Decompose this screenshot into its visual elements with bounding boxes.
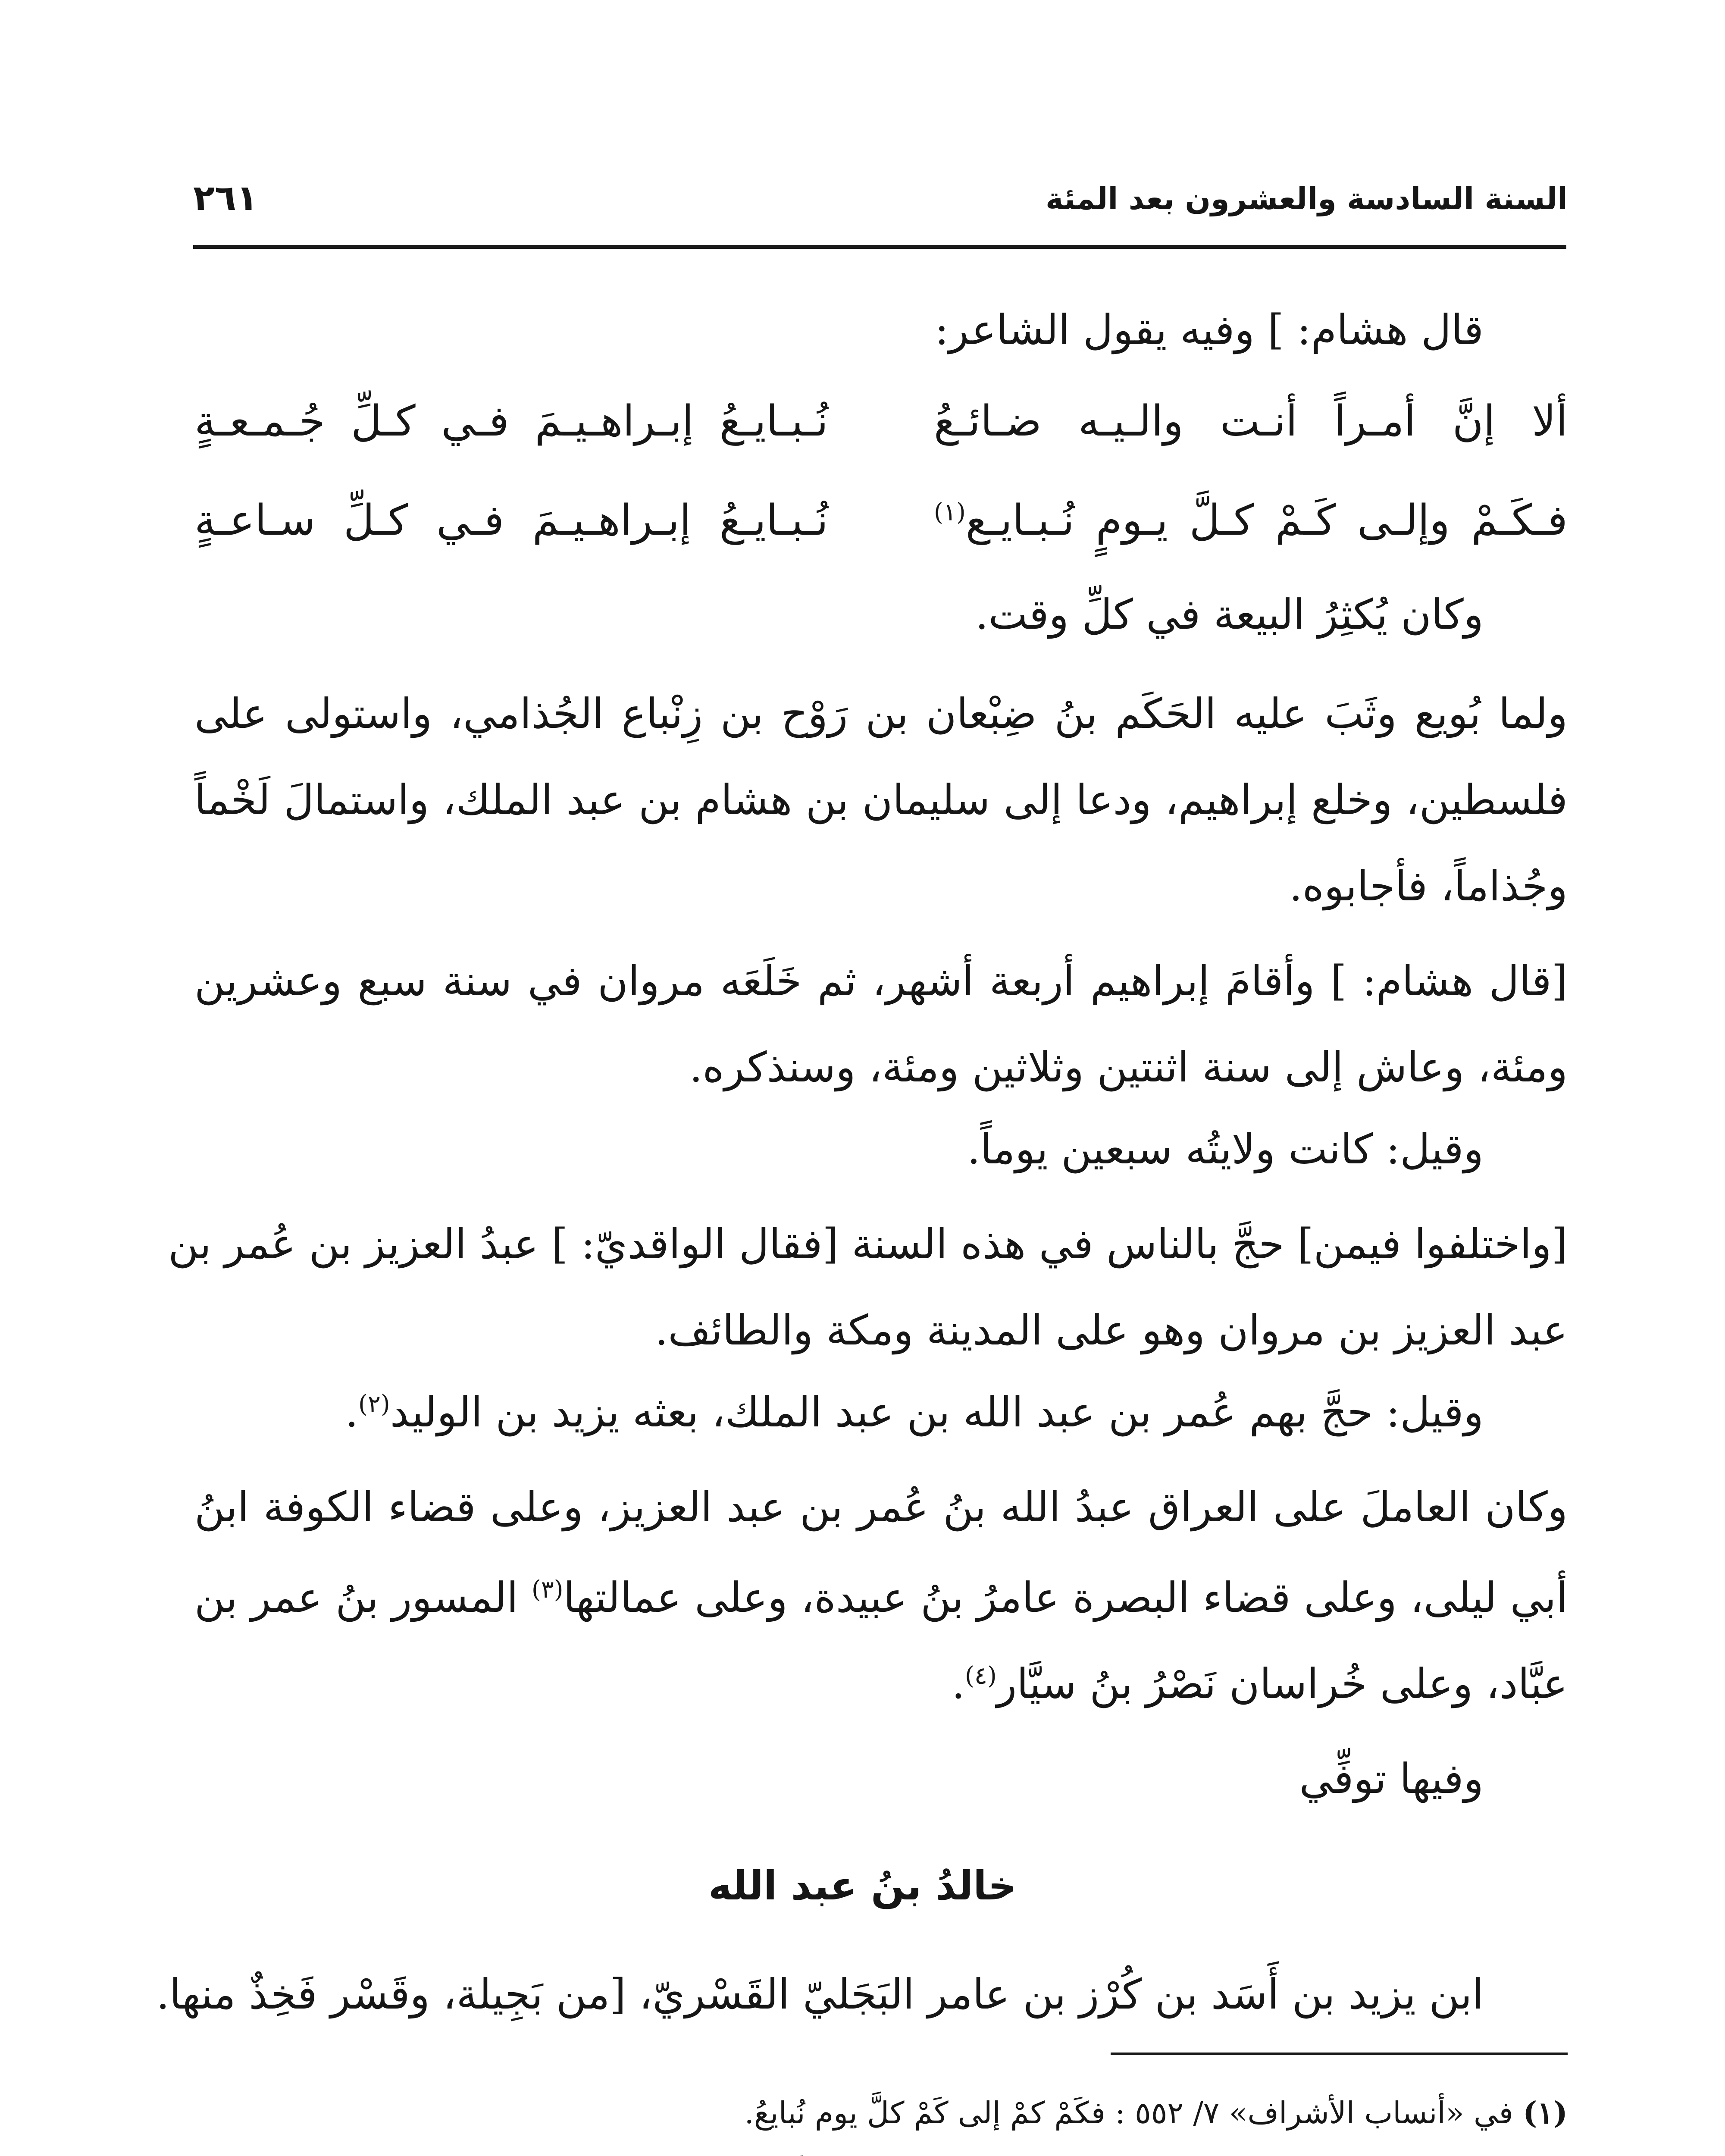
- paragraph-text: .: [345, 1388, 358, 1436]
- paragraph-line: [واختلفوا فيمن] حجَّ بالناس في هذه السنة [فقال الواقديّ: ] عبدُ العزيز بن عُمر بن: [168, 1220, 1568, 1268]
- verse-first-hemistich: ألا إنَّ أمـراً أنـت والـيـه ضـائـعُ: [934, 397, 1568, 446]
- paragraph-text: أبي ليلى، وعلى قضاء البصرة عامرُ بنُ عبيدة، وعلى عمالتها: [563, 1573, 1568, 1622]
- verse-first-hemistich: [934, 496, 1568, 545]
- footnote-text: في «أنساب الأشراف» ٧/ ٥٥٢ : فكَمْ كمْ إلى كَمْ كلَّ يوم نُبايعُ.: [744, 2095, 1513, 2131]
- footnote-ref: (٢): [358, 1390, 390, 1418]
- verse-row: [194, 496, 1568, 556]
- footnote-ref: (١): [934, 498, 966, 526]
- footnote-ref: (٣): [531, 1576, 564, 1604]
- paragraph-line: ومئة، وعاش إلى سنة اثنتين وثلاثين ومئة، وسنذكره.: [689, 1043, 1568, 1091]
- paragraph-line: عبد العزيز بن مروان وهو على المدينة ومكة والطائف.: [654, 1306, 1568, 1354]
- paragraph-line: [194, 1656, 1568, 1712]
- verse-second-hemistich: نُـبـايـعُ إبـراهـيـمَ فـي كـلِّ جُـمـعـةٍ: [194, 397, 828, 446]
- footnote-number: (١): [1523, 2095, 1568, 2131]
- paragraph-line: فلسطين، وخلع إبراهيم، ودعا إلى سليمان بن هشام بن عبد الملك، واستمالَ لَخْماً: [194, 776, 1568, 824]
- footnote-rule: [1111, 2053, 1568, 2055]
- paragraph-text: .: [952, 1660, 965, 1708]
- paragraph-line: [قال هشام: ] وأقامَ إبراهيم أربعة أشهر، ثم خَلَعَه مروان في سنة سبع وعشرين: [194, 957, 1568, 1005]
- verse-row: [194, 397, 1568, 457]
- page-number: ٢٦١: [193, 178, 258, 219]
- paragraph-line: وجُذاماً، فأجابوه.: [1289, 862, 1568, 910]
- footnote: [194, 2091, 1568, 2134]
- paragraph-line: وقيل: كانت ولايتُه سبعين يوماً.: [967, 1125, 1484, 1173]
- paragraph-line: وكان يُكثِرُ البيعة في كلِّ وقت.: [975, 590, 1484, 639]
- intro-line: قال هشام: ] وفيه يقول الشاعر:: [935, 306, 1484, 354]
- paragraph-text: عبَّاد، وعلى خُراسان نَصْرُ بنُ سيَّار: [996, 1660, 1568, 1708]
- paragraph-line: [194, 1384, 1484, 1440]
- running-head: السنة السادسة والعشرون بعد المئة: [1046, 181, 1568, 216]
- verse-second-hemistich: نُـبـايـعُ إبـراهـيـمَ فـي كـلِّ سـاعـةٍ: [194, 496, 828, 545]
- paragraph-line: ابن يزيد بن أَسَد بن كُرْز بن عامر البَجَليّ القَسْريّ، [من بَجِيلة، وقَسْر فَخِذٌ منها.: [156, 1970, 1484, 2018]
- footnote-ref: (٤): [965, 1662, 997, 1690]
- section-heading: خالدُ بنُ عبد الله: [708, 1863, 1017, 1909]
- paragraph-line: ولما بُويع وثَبَ عليه الحَكَم بنُ ضِبْعان بن رَوْح بن زِنْباع الجُذامي، واستولى على: [194, 689, 1568, 738]
- verse-text: فـكَـمْ وإلـى كَـمْ كـلَّ يـومٍ نُـبـايـع: [965, 496, 1568, 545]
- header-rule: [193, 245, 1566, 249]
- paragraph-text: وقيل: حجَّ بهم عُمر بن عبد الله بن عبد الملك، بعثه يزيد بن الوليد: [390, 1388, 1484, 1436]
- paragraph-line: وفيها توفِّي: [1299, 1755, 1484, 1803]
- paragraph-line: [194, 1570, 1568, 1626]
- paragraph-text: المسور بنُ عمر بن: [194, 1573, 532, 1622]
- paragraph-line: وكان العاملَ على العراق عبدُ الله بنُ عُمر بن عبد العزيز، وعلى قضاء الكوفة ابنُ: [194, 1483, 1568, 1531]
